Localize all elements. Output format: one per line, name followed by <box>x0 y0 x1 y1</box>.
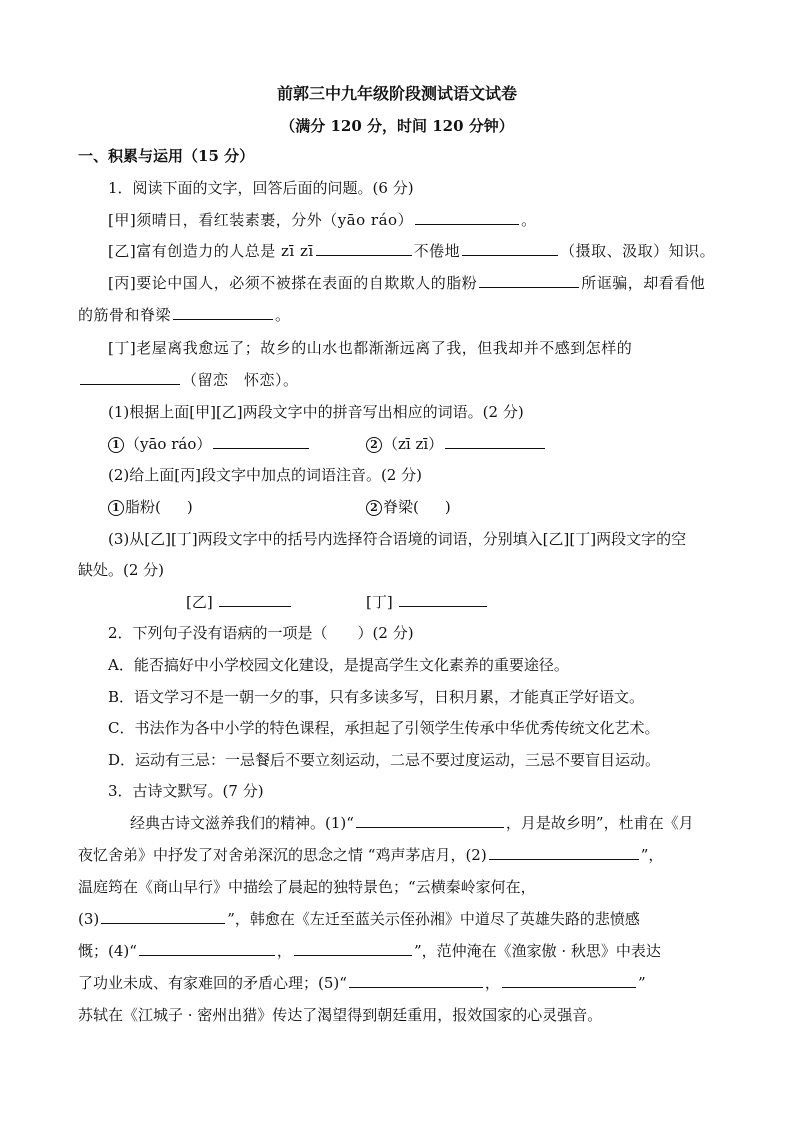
question-2-stem: 2．下列句子没有语病的一项是（ ）(2 分) <box>108 624 414 642</box>
poem-line-1: 经典古诗文滋养我们的精神。(1)“ ，月是故乡明”，杜甫在《月 <box>130 814 694 832</box>
sub-question-3-stem-line1: (3)从[乙][丁]两段文字中的括号内选择符合语境的词语，分别填入[乙][丁]两段文字的空 <box>108 530 687 548</box>
sub-question-1-answer-a: 1 （yāo ráo） <box>108 434 311 454</box>
option-a[interactable]: A．能否搞好中小学校园文化建设，是提高学生文化素养的重要途径。 <box>108 656 569 674</box>
option-b[interactable]: B．语文学习不是一朝一夕的事，只有多读多写，日积月累，才能真正学好语文。 <box>108 688 645 706</box>
option-d[interactable]: D．运动有三忌：一忌餐后不要立刻运动，二忌不要过度运动，三忌不要盲目运动。 <box>108 751 661 769</box>
answer-blank[interactable] <box>356 813 504 828</box>
poem-line-7: 苏轼在《江城子 · 密州出猎》传达了渴望得到朝廷重用，报效国家的心灵强音。 <box>78 1006 603 1024</box>
answer-blank[interactable] <box>316 241 412 256</box>
poem-line-4: (3) ”，韩愈在《左迁至蓝关示侄孙湘》中道尽了英雄失路的悲愤感 <box>78 910 640 928</box>
answer-blank[interactable] <box>415 210 519 225</box>
passage-ding-line2: （留恋 怀恋）。 <box>78 370 299 390</box>
answer-blank[interactable] <box>173 305 273 320</box>
answer-blank[interactable] <box>489 845 639 860</box>
answer-blank[interactable] <box>139 941 275 956</box>
answer-blank[interactable] <box>462 241 558 256</box>
answer-blank[interactable] <box>399 592 487 607</box>
exam-title: 前郭三中九年级阶段测试语文试卷 <box>276 84 517 103</box>
answer-blank[interactable] <box>80 370 180 385</box>
sub-question-3-answer-yi: [乙] <box>186 592 293 612</box>
poem-line-5: 慨；(4)“ ， ”，范仲淹在《渔家傲 · 秋思》中表达 <box>78 942 661 960</box>
option-c[interactable]: C．书法作为各中小学的特色课程，承担起了引领学生传承中华优秀传统文化艺术。 <box>108 719 660 737</box>
answer-blank[interactable] <box>502 973 636 988</box>
passage-ding-line1: [丁]老屋离我愈远了；故乡的山水也都渐渐远离了我，但我却并不感到怎样的 <box>108 339 633 357</box>
circled-number: 1 <box>108 437 124 453</box>
passage-bing-line2: 的筋骨和脊梁 。 <box>78 306 291 324</box>
passage-jia: [甲]须晴日，看红装素裹，分外（yāo ráo） 。 <box>108 211 537 229</box>
sub-question-2-stem: (2)给上面[丙]段文字中加点的词语注音。(2 分) <box>108 466 422 484</box>
sub-question-3-answer-ding: [丁] <box>366 592 489 612</box>
answer-blank[interactable] <box>445 434 545 449</box>
sub-question-1-stem: (1)根据上面[甲][乙]两段文字中的拼音写出相应的词语。(2 分) <box>108 403 524 421</box>
passage-bing-line1: [丙]要论中国人，必须不被搽在表面的自欺欺人的脂粉 所诓骗，却看看他 <box>108 274 706 292</box>
sub-question-2-answer-b: 2 脊梁( ) <box>366 497 451 517</box>
exam-subtitle: （满分 120 分，时间 120 分钟） <box>280 117 514 135</box>
answer-blank[interactable] <box>219 592 291 607</box>
circled-number: 2 <box>366 437 382 453</box>
answer-blank[interactable] <box>349 973 483 988</box>
question-3-stem: 3．古诗文默写。(7 分) <box>108 782 264 800</box>
poem-line-2: 夜忆舍弟》中抒发了对舍弟深沉的思念之情 “鸡声茅店月，(2) ”， <box>78 846 664 864</box>
circled-number: 2 <box>366 500 382 516</box>
poem-line-6: 了功业未成、有家难回的矛盾心理；(5)“ ， ” <box>78 974 646 992</box>
answer-blank[interactable] <box>294 941 412 956</box>
circled-number: 1 <box>108 500 124 516</box>
answer-blank[interactable] <box>101 909 225 924</box>
sub-question-3-stem-line2: 缺处。(2 分) <box>78 561 165 579</box>
sub-question-1-answer-b: 2 （zī zī） <box>366 434 547 454</box>
passage-yi: [乙]富有创造力的人总是 zī zī 不倦地 （摄取、汲取）知识。 <box>108 242 716 260</box>
answer-blank[interactable] <box>213 434 309 449</box>
section-heading: 一、积累与运用（15 分） <box>78 147 255 165</box>
poem-line-3: 温庭筠在《商山早行》中描绘了晨起的独特景色；“云横秦岭家何在， <box>78 878 536 896</box>
answer-blank[interactable] <box>479 273 579 288</box>
sub-question-2-answer-a: 1 脂粉( ) <box>108 497 193 517</box>
question-1-stem: 1．阅读下面的文字，回答后面的问题。(6 分) <box>108 179 414 197</box>
